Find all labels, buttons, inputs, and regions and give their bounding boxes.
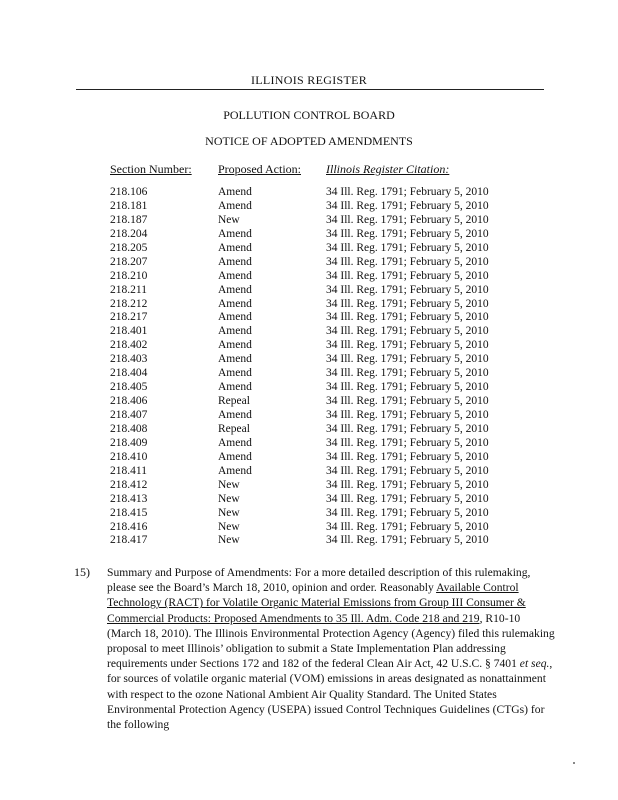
register-title: ILLINOIS REGISTER	[250, 73, 368, 87]
table-row	[0, 228, 618, 242]
register-citation-cell: 34 Ill. Reg. 1791; February 5, 2010	[326, 311, 489, 324]
register-citation-cell: 34 Ill. Reg. 1791; February 5, 2010	[326, 492, 489, 505]
table-row	[0, 507, 618, 521]
table-row	[0, 381, 618, 395]
register-citation-cell: 34 Ill. Reg. 1791; February 5, 2010	[326, 506, 489, 519]
proposed-action-cell: Amend	[218, 227, 252, 240]
table-row	[0, 534, 618, 548]
summary-text-1: Summary and Purpose of Amendments: For a more detailed description of this rulemaking, please see the Board’s March 18, 2010, opinion and order. Reasonably	[107, 566, 531, 595]
sections-table	[0, 186, 618, 548]
section-number-cell: 218.404	[110, 367, 148, 380]
section-number-cell: 218.407	[110, 409, 148, 421]
table-row	[0, 395, 618, 409]
register-citation-cell: 34 Ill. Reg. 1791; February 5, 2010	[326, 199, 489, 212]
section-number-cell: 218.417	[110, 534, 148, 547]
register-citation-cell: 34 Ill. Reg. 1791; February 5, 2010	[326, 255, 489, 268]
register-citation-cell: 34 Ill. Reg. 1791; February 5, 2010	[326, 520, 489, 533]
section-number-cell: 218.412	[110, 478, 148, 491]
section-number-cell: 218.204	[110, 227, 148, 240]
table-row	[0, 339, 618, 353]
section-number-cell: 218.411	[110, 464, 147, 477]
summary-paragraph	[107, 565, 557, 732]
register-citation-cell: 34 Ill. Reg. 1791; February 5, 2010	[326, 409, 489, 421]
register-citation-cell: 34 Ill. Reg. 1791; February 5, 2010	[326, 422, 489, 435]
table-row	[0, 256, 618, 270]
proposed-action-cell: Repeal	[218, 422, 250, 435]
column-header-proposed-action: Proposed Action:	[218, 162, 301, 176]
proposed-action-cell: Amend	[218, 255, 252, 268]
register-citation-cell: 34 Ill. Reg. 1791; February 5, 2010	[326, 478, 489, 491]
section-number-cell: 218.401	[110, 325, 148, 338]
table-row	[0, 186, 618, 200]
section-number-cell: 218.409	[110, 436, 148, 449]
header-rule	[76, 89, 544, 90]
section-number-cell: 218.415	[110, 506, 148, 519]
register-citation-cell: 34 Ill. Reg. 1791; February 5, 2010	[326, 534, 489, 547]
summary-text-3: , for sources of volatile organic material (VOM) emissions in areas designated as nonattainment with respect to the ozone National Ambient Air Quality Standard. The United States Environmental Protection Agency (USEPA) issued Control Techniques Guidelines (CTGs) for the following	[107, 657, 553, 732]
register-citation-cell: 34 Ill. Reg. 1791; February 5, 2010	[326, 339, 489, 352]
proposed-action-cell: Amend	[218, 186, 252, 198]
proposed-action-cell: Amend	[218, 450, 252, 463]
section-number-cell: 218.413	[110, 492, 148, 505]
notice-title: NOTICE OF ADOPTED AMENDMENTS	[205, 134, 413, 148]
proposed-action-cell: Amend	[218, 353, 252, 366]
proposed-action-cell: New	[218, 534, 240, 547]
column-header-register-citation: Illinois Register Citation:	[326, 162, 450, 176]
rulemaking-title: Available Control Technology (RACT) for Volatile Organic Material Emissions from Group III Consumer & Commercial Products: Proposed Amendments to 35 Ill. Adm. Code 218 and 219	[107, 581, 526, 625]
register-citation-cell: 34 Ill. Reg. 1791; February 5, 2010	[326, 450, 489, 463]
table-row	[0, 465, 618, 479]
register-citation-cell: 34 Ill. Reg. 1791; February 5, 2010	[326, 381, 489, 394]
proposed-action-cell: Amend	[218, 464, 252, 477]
proposed-action-cell: Amend	[218, 199, 252, 212]
table-row	[0, 353, 618, 367]
register-citation-cell: 34 Ill. Reg. 1791; February 5, 2010	[326, 464, 489, 477]
table-row	[0, 479, 618, 493]
proposed-action-cell: Amend	[218, 325, 252, 338]
table-row	[0, 409, 618, 423]
section-number-cell: 218.187	[110, 213, 148, 226]
summary-text-2: , R10-10 (March 18, 2010). The Illinois Environmental Protection Agency (Agency) filed this rulemaking proposal to meet Illinois’ obligation to submit a State Implementation Plan addressing requirements under Sections 172 and 182 of the federal Clean Air Act, 42 U.S.C. § 7401	[107, 611, 555, 671]
section-number-cell: 218.210	[110, 269, 148, 282]
register-citation-cell: 34 Ill. Reg. 1791; February 5, 2010	[326, 213, 489, 226]
table-row	[0, 423, 618, 437]
register-citation-cell: 34 Ill. Reg. 1791; February 5, 2010	[326, 186, 489, 198]
table-row	[0, 437, 618, 451]
table-row	[0, 521, 618, 535]
register-citation-cell: 34 Ill. Reg. 1791; February 5, 2010	[326, 297, 489, 310]
section-number-cell: 218.406	[110, 395, 148, 408]
section-number-cell: 218.402	[110, 339, 148, 352]
section-number-cell: 218.212	[110, 297, 148, 310]
proposed-action-cell: Repeal	[218, 395, 250, 408]
section-number-cell: 218.106	[110, 186, 148, 198]
table-row	[0, 242, 618, 256]
section-number-cell: 218.181	[110, 199, 148, 212]
table-row	[0, 311, 618, 325]
table-row	[0, 284, 618, 298]
proposed-action-cell: Amend	[218, 409, 252, 421]
section-number-cell: 218.211	[110, 283, 147, 296]
proposed-action-cell: Amend	[218, 269, 252, 282]
table-row	[0, 214, 618, 228]
proposed-action-cell: Amend	[218, 241, 252, 254]
proposed-action-cell: New	[218, 478, 240, 491]
register-citation-cell: 34 Ill. Reg. 1791; February 5, 2010	[326, 367, 489, 380]
section-number-cell: 218.403	[110, 353, 148, 366]
section-number-cell: 218.207	[110, 255, 148, 268]
proposed-action-cell: Amend	[218, 381, 252, 394]
register-citation-cell: 34 Ill. Reg. 1791; February 5, 2010	[326, 283, 489, 296]
proposed-action-cell: Amend	[218, 367, 252, 380]
section-number-cell: 218.405	[110, 381, 148, 394]
proposed-action-cell: Amend	[218, 339, 252, 352]
item-number: 15)	[74, 565, 90, 579]
board-title: POLLUTION CONTROL BOARD	[223, 108, 395, 122]
table-row	[0, 298, 618, 312]
proposed-action-cell: Amend	[218, 311, 252, 324]
table-row	[0, 200, 618, 214]
table-row	[0, 270, 618, 284]
proposed-action-cell: New	[218, 492, 240, 505]
table-row	[0, 451, 618, 465]
register-citation-cell: 34 Ill. Reg. 1791; February 5, 2010	[326, 395, 489, 408]
proposed-action-cell: New	[218, 520, 240, 533]
table-row	[0, 325, 618, 339]
column-header-section-number: Section Number:	[110, 162, 192, 176]
proposed-action-cell: New	[218, 213, 240, 226]
table-row	[0, 493, 618, 507]
section-number-cell: 218.408	[110, 422, 148, 435]
section-number-cell: 218.205	[110, 241, 148, 254]
section-number-cell: 218.416	[110, 520, 148, 533]
proposed-action-cell: Amend	[218, 436, 252, 449]
register-citation-cell: 34 Ill. Reg. 1791; February 5, 2010	[326, 353, 489, 366]
et-seq-italic: et seq.	[519, 657, 550, 671]
proposed-action-cell: Amend	[218, 283, 252, 296]
register-citation-cell: 34 Ill. Reg. 1791; February 5, 2010	[326, 227, 489, 240]
proposed-action-cell: Amend	[218, 297, 252, 310]
page-mark	[573, 762, 575, 764]
register-citation-cell: 34 Ill. Reg. 1791; February 5, 2010	[326, 436, 489, 449]
table-row	[0, 367, 618, 381]
register-citation-cell: 34 Ill. Reg. 1791; February 5, 2010	[326, 241, 489, 254]
register-citation-cell: 34 Ill. Reg. 1791; February 5, 2010	[326, 325, 489, 338]
proposed-action-cell: New	[218, 506, 240, 519]
section-number-cell: 218.410	[110, 450, 148, 463]
register-citation-cell: 34 Ill. Reg. 1791; February 5, 2010	[326, 269, 489, 282]
section-number-cell: 218.217	[110, 311, 148, 324]
